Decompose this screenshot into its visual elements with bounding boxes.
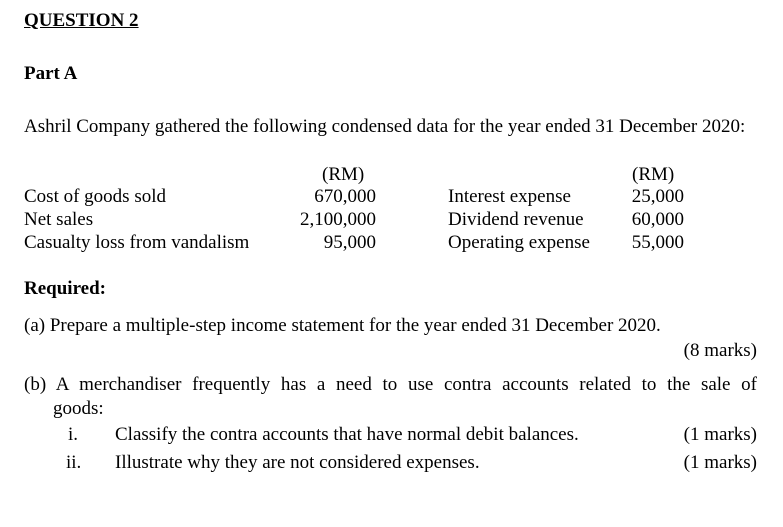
- right-row-value: 55,000: [631, 232, 684, 253]
- left-row-value: 2,100,000: [300, 209, 376, 230]
- right-row-label: Dividend revenue: [448, 209, 584, 230]
- item-marks: (1 marks): [683, 424, 757, 445]
- right-row-label: Operating expense: [448, 232, 590, 253]
- part-title: Part A: [24, 63, 78, 84]
- left-row-value: 670,000: [314, 186, 376, 207]
- left-row-label: Cost of goods sold: [24, 186, 166, 207]
- required-heading: Required:: [24, 278, 106, 299]
- item-text: Classify the contra accounts that have normal debit balances.: [115, 424, 579, 445]
- right-row-value: 25,000: [631, 186, 684, 207]
- item-marks: (1 marks): [683, 452, 757, 473]
- question-title: QUESTION 2: [24, 10, 139, 31]
- part-b-question-continued: goods:: [53, 398, 104, 419]
- item-number: i.: [68, 424, 79, 445]
- right-row-label: Interest expense: [448, 186, 571, 207]
- part-b-question: (b) A merchandiser frequently has a need to use contra accounts related to the sale of: [24, 374, 757, 395]
- left-row-label: Net sales: [24, 209, 94, 230]
- left-row-label: Casualty loss from vandalism: [24, 232, 250, 253]
- intro-paragraph: Ashril Company gathered the following condensed data for the year ended 31 December 2020:: [24, 116, 746, 137]
- item-number: ii.: [66, 452, 82, 473]
- part-a-question: (a) Prepare a multiple-step income statement for the year ended 31 December 2020.: [24, 315, 661, 336]
- left-column-header: (RM): [322, 164, 365, 185]
- right-row-value: 60,000: [631, 209, 684, 230]
- item-text: Illustrate why they are not considered expenses.: [115, 452, 480, 473]
- part-a-marks: (8 marks): [683, 340, 757, 361]
- left-row-value: 95,000: [323, 232, 376, 253]
- right-column-header: (RM): [632, 164, 675, 185]
